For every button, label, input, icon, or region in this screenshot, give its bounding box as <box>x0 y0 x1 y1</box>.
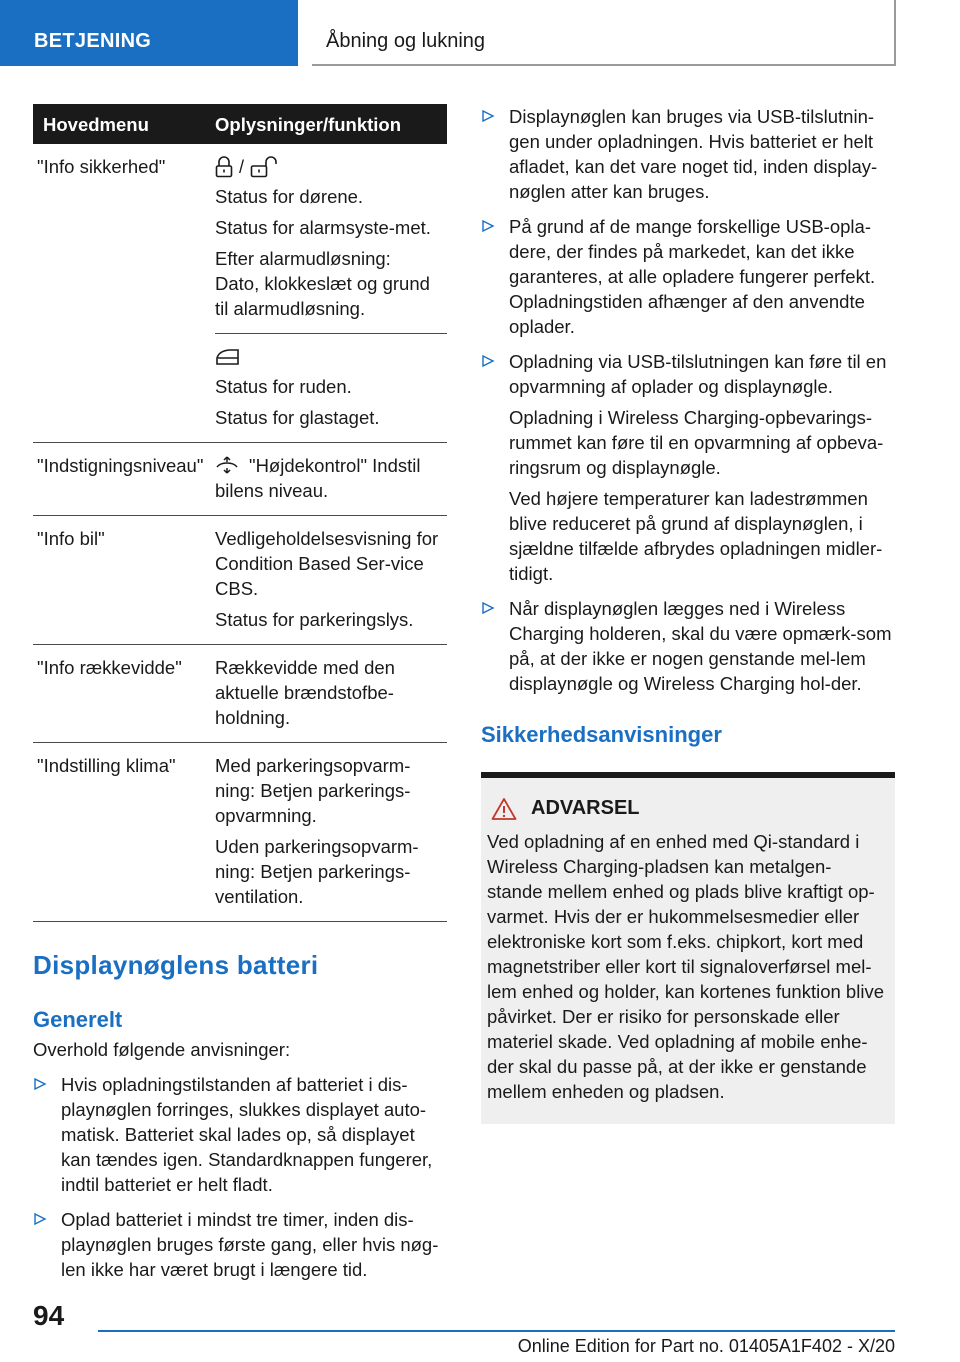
window-status-text: Status for ruden. <box>215 376 352 397</box>
page-number: 94 <box>33 1300 65 1331</box>
table-header-main-menu: Hovedmenu <box>33 104 215 144</box>
sunroof-status-text: Status for glastaget. <box>215 407 380 428</box>
battery-heading: Displaynøglens batteri <box>33 950 319 980</box>
battery-bullet-list <box>33 1072 447 1282</box>
warning-triangle-icon <box>491 797 517 821</box>
ventilation-text: Uden parkeringsopvarm-ning: Betjen parkerings-ventilation. <box>215 836 419 907</box>
list-item <box>33 1207 447 1282</box>
triangle-bullet-icon <box>481 601 495 615</box>
usb-bullet-list <box>481 104 895 696</box>
warning-label: ADVARSEL <box>531 797 640 819</box>
intro-text: Overhold følgende anvisninger: <box>33 1039 291 1060</box>
right-column <box>481 104 895 1124</box>
list-item-text: Oplad batteriet i mindst tre timer, inden dis-playnøglen bruges første gang, eller hvis nøg-len ikke har været brugt i længere tid. <box>61 1209 439 1280</box>
heating-text: Med parkeringsopvarm-ning: Betjen parkerings-opvarmning. <box>215 755 411 826</box>
lock-open-icon <box>250 156 278 178</box>
doors-status-text: Status for dørene. <box>215 186 364 207</box>
section-tab: BETJENING <box>0 0 298 66</box>
left-column <box>33 104 447 1292</box>
list-item-subtext: Ved højere temperaturer kan ladestrømmen blive reduceret på grund af displaynøglen, i sjældne tilfælde afbrydes opladningen midler-tidigt. <box>509 488 883 584</box>
chapter-title: Åbning og lukning <box>312 0 896 66</box>
warning-box <box>481 772 895 1124</box>
cbs-text: Vedligeholdelsesvisning for Condition Based Ser-vice CBS. <box>215 528 439 599</box>
table-row <box>33 645 447 743</box>
general-subheading: Generelt <box>33 1007 123 1032</box>
row-label: "Info sikkerhed" <box>33 144 215 443</box>
triangle-bullet-icon <box>481 354 495 368</box>
row-content <box>215 144 447 334</box>
row-content <box>215 334 447 443</box>
list-item <box>481 104 895 204</box>
triangle-bullet-icon <box>481 219 495 233</box>
main-menu-table <box>33 104 447 922</box>
row-label: "Indstigningsniveau" <box>33 443 215 516</box>
table-row <box>33 144 447 334</box>
edition-text: Online Edition for Part no. 01405A1F402 - X/20 <box>517 1336 895 1356</box>
triangle-bullet-icon <box>33 1077 47 1091</box>
lock-closed-icon <box>215 156 233 178</box>
triangle-bullet-icon <box>481 109 495 123</box>
row-label: "Info rækkevidde" <box>33 645 215 743</box>
row-content <box>215 443 447 516</box>
lock-icons <box>215 154 439 180</box>
height-control-icon <box>215 456 239 474</box>
list-item <box>481 214 895 339</box>
car-window-icon <box>215 347 241 367</box>
list-item-text: Når displaynøglen lægges ned i Wireless Charging holderen, skal du være opmærk-som på, at der ikke er nogen genstande mel-lem displaynøgle og Wireless Charging hol-der. <box>509 598 892 694</box>
table-row <box>33 516 447 645</box>
alarm-status-text: Status for alarmsyste-met. <box>215 217 431 238</box>
list-item-text: På grund af de mange forskellige USB-opla-dere, der findes på markedet, kan det ikke garanteres, at alle opladere fungerer perfekt. Opladningstiden afhænger af den anvendte oplader. <box>509 216 876 337</box>
row-content <box>215 645 447 743</box>
list-item-subtext: Opladning i Wireless Charging-opbevarings-rummet kan føre til en opvarmning af opbeva-ringsrum og displaynøgle. <box>509 407 884 478</box>
table-row <box>33 443 447 516</box>
safety-heading: Sikkerhedsanvisninger <box>481 722 722 747</box>
triangle-bullet-icon <box>33 1212 47 1226</box>
row-label: "Indstilling klima" <box>33 743 215 922</box>
list-item-text: Displaynøglen kan bruges via USB-tilslutnin-gen under opladningen. Hvis batteriet er helt afladet, kan det vare noget tid, inden display-nøglen atter kan bruges. <box>509 106 878 202</box>
parking-light-text: Status for parkeringslys. <box>215 609 414 630</box>
range-text: Rækkevidde med den aktuelle brændstofbe-holdning. <box>215 657 395 728</box>
table-header-info-function: Oplysninger/funktion <box>215 104 447 144</box>
warning-header <box>487 796 887 821</box>
row-label: "Info bil" <box>33 516 215 645</box>
footer-divider <box>98 1330 895 1332</box>
list-item <box>481 596 895 696</box>
warning-text: Ved opladning af en enhed med Qi-standard i Wireless Charging-pladsen kan metalgen-stande mellem enhed og plads blive kraftigt op-varmet. Hvis der er hukommelsesmedier eller elektroniske kort som f.eks. chipkort, kort med magnetstriber eller kort til signaloverførsel mel-lem enhed og holder, kan kortenes funktion blive påvirket. Der er risiko for personskade eller materiel skade. Ved opladning af mobile enhe-der skal du passe på, at der ikke er genstande mellem enheden og pladsen. <box>487 831 884 1102</box>
alarm-trigger-text: Efter alarmudløsning: Dato, klokkeslæt og grund til alarmudløsning. <box>215 248 430 319</box>
window-icons <box>215 344 439 370</box>
list-item-text: Opladning via USB-tilslutningen kan føre til en opvarmning af oplader og displaynøgle. <box>509 351 887 397</box>
list-item-text: Hvis opladningstilstanden af batteriet i dis-playnøglen forringes, slukkes displayet auto-matisk. Batteriet skal lades op, så displayet kan tændes igen. Standardknappen fungerer, indtil batteriet er helt fladt. <box>61 1074 433 1195</box>
icon-separator: / <box>239 156 245 177</box>
list-item <box>481 349 895 586</box>
row-content <box>215 743 447 922</box>
height-control-label: "Højdekontrol" Indstil bilens niveau. <box>215 455 421 501</box>
table-row <box>33 743 447 922</box>
height-control-text <box>215 453 439 503</box>
list-item <box>33 1072 447 1197</box>
row-content <box>215 516 447 645</box>
